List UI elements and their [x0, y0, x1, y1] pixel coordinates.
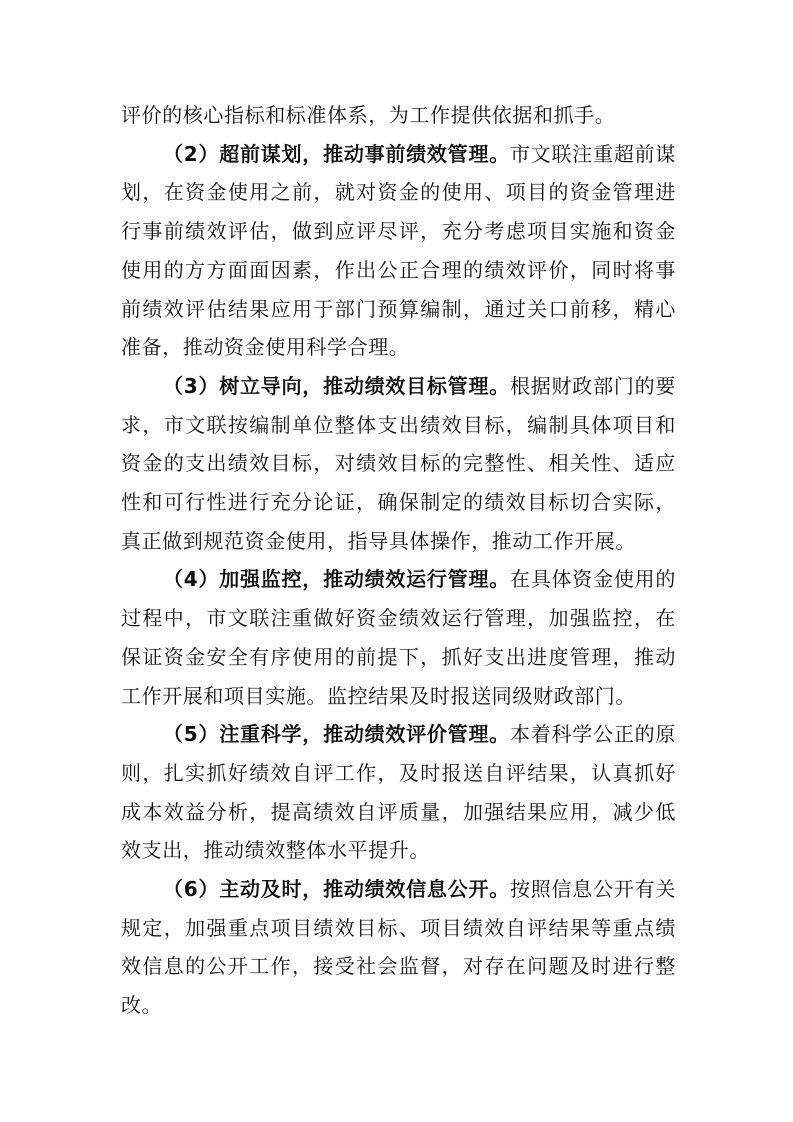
section-heading: （6）主动及时，推动绩效信息公开。 [163, 877, 510, 902]
document-body [121, 96, 676, 1025]
paragraph-section-4 [121, 560, 676, 715]
paragraph-section-3 [121, 367, 676, 561]
paragraph-text: 在具体资金使用的过程中，市文联注重做好资金绩效运行管理，加强监控，在保证资金安全有序使用的前提下，抓好支出进度管理，推动工作开展和项目实施。监控结果及时报送同级财政部门。 [121, 567, 676, 708]
paragraph-text: 根据财政部门的要求，市文联按编制单位整体支出绩效目标，编制具体项目和资金的支出绩效目标，对绩效目标的完整性、相关性、适应性和可行性进行充分论证，确保制定的绩效目标切合实际，真正做到规范资金使用，指导具体操作，推动工作开展。 [121, 373, 676, 553]
section-heading: （2）超前谋划，推动事前绩效管理。 [163, 141, 510, 166]
paragraph-text: 评价的核心指标和标准体系，为工作提供依据和抓手。 [121, 103, 616, 127]
paragraph-section-5 [121, 715, 676, 870]
paragraph-continuation [121, 96, 676, 135]
paragraph-text: 按照信息公开有关规定，加强重点项目绩效目标、项目绩效自评结果等重点绩效信息的公开工作，接受社会监督，对存在问题及时进行整改。 [121, 877, 676, 1018]
paragraph-text: 市文联注重超前谋划，在资金使用之前，就对资金的使用、项目的资金管理进行事前绩效评估，做到应评尽评，充分考虑项目实施和资金使用的方方面面因素，作出公正合理的绩效评价，同时将事前绩效评估结果应用于部门预算编制，通过关口前移，精心准备，推动资金使用科学合理。 [121, 141, 676, 360]
section-heading: （3）树立导向，推动绩效目标管理。 [163, 373, 510, 398]
section-heading: （4）加强监控，推动绩效运行管理。 [163, 567, 510, 592]
paragraph-section-6 [121, 870, 676, 1025]
paragraph-text: 本着科学公正的原则，扎实抓好绩效自评工作，及时报送自评结果，认真抓好成本效益分析，提高绩效自评质量，加强结果应用，减少低效支出，推动绩效整体水平提升。 [121, 722, 676, 863]
section-heading: （5）注重科学，推动绩效评价管理。 [163, 722, 510, 747]
paragraph-section-2 [121, 135, 676, 367]
